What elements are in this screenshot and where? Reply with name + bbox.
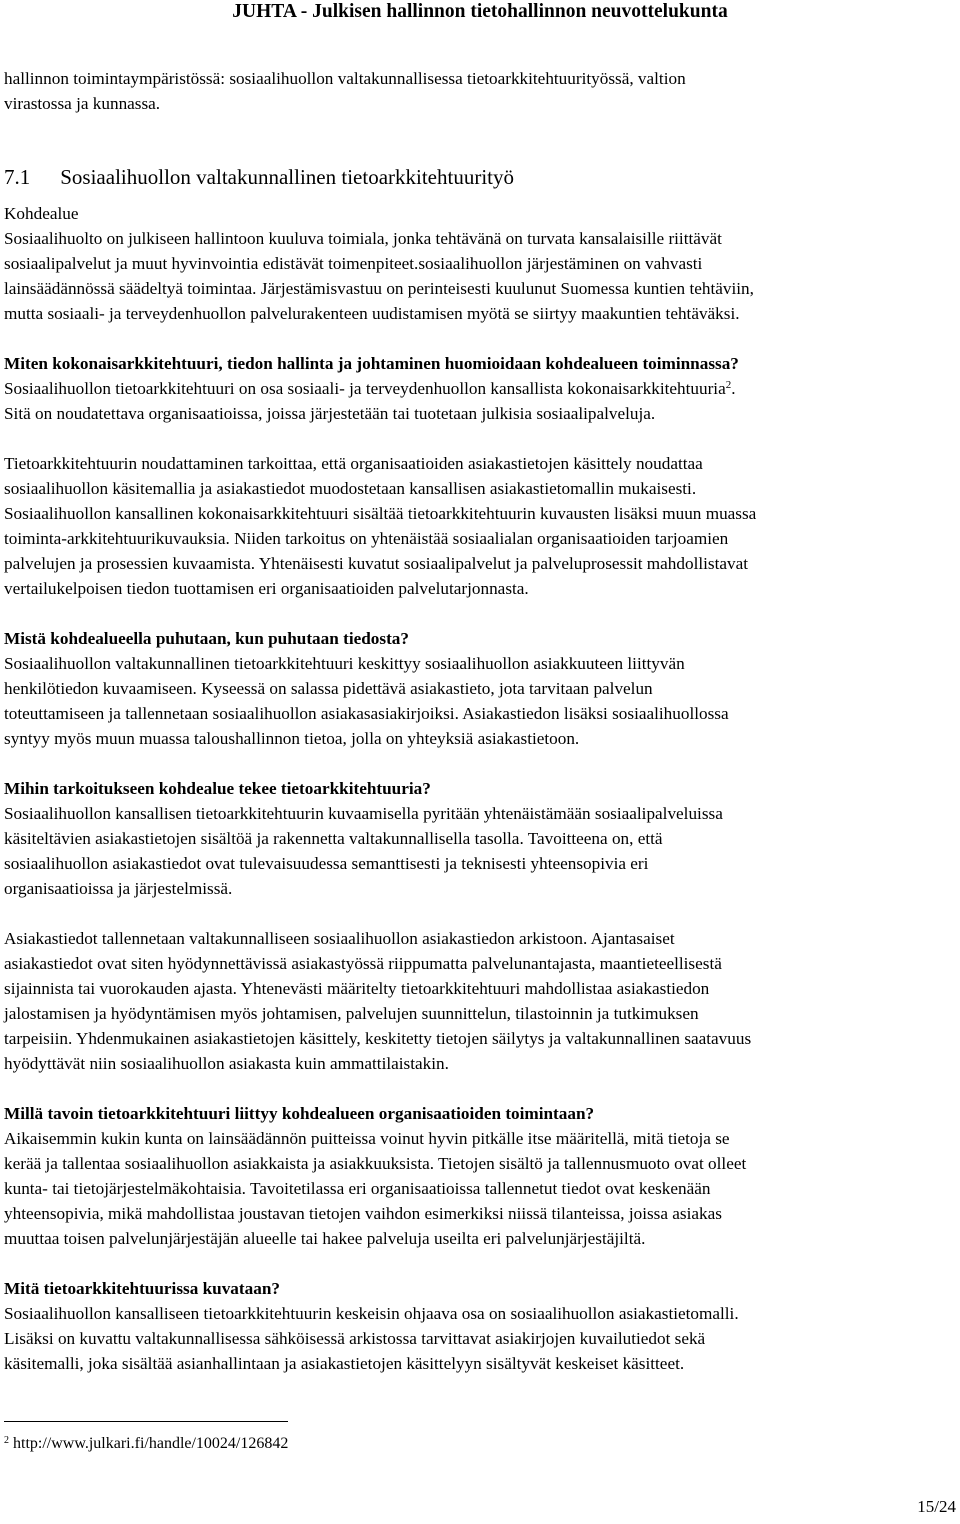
q2-line-4: syntyy myös muun muassa taloushallinnon tietoa, jolla on yhteyksiä asiakastietoon. xyxy=(4,729,580,748)
asiakastiedot-line-3: sijainnista tai vuorokauden ajasta. Yhtenevästi määritelty tietoarkkitehtuuri mahdollistaa asiakastiedon xyxy=(4,979,710,998)
footnote xyxy=(4,1434,288,1454)
kohdealue-line-4: mutta sosiaali- ja terveydenhuollon palvelurakenteen uudistamisen myötä se siirtyy maakuntien tehtäväksi. xyxy=(4,304,740,323)
tietoarkkitehtuuri-line-3: Sosiaalihuollon kansallinen kokonaisarkkitehtuuri sisältää tietoarkkitehtuurin kuvausten lisäksi muun muassa xyxy=(4,504,757,523)
kohdealue-line-1: Sosiaalihuolto on julkiseen hallintoon kuuluva toimiala, jonka tehtävänä on turvata kansalaisille riittävät xyxy=(4,229,722,248)
q1-line-1-end: . xyxy=(731,379,736,398)
footnote-reference[interactable]: 2 xyxy=(725,379,732,391)
section-number: 7.1 xyxy=(4,165,31,189)
footnote-number: 2 xyxy=(4,1435,9,1446)
q1-line-1 xyxy=(4,376,954,401)
section-title: Sosiaalihuollon valtakunnallinen tietoarkkitehtuurityö xyxy=(60,165,514,189)
kohdealue-heading: Kohdealue xyxy=(4,204,79,223)
q5-line-1: Sosiaalihuollon kansalliseen tietoarkkitehtuurin keskeisin ohjaava osa on sosiaalihuollon asiakastietomalli. xyxy=(4,1304,739,1323)
footnote-link[interactable]: http://www.julkari.fi/handle/10024/126842 xyxy=(13,1435,289,1452)
q2-line-3: toteuttamiseen ja tallennetaan sosiaalihuollon asiakasasiakirjoiksi. Asiakastiedon lisäksi sosiaalihuollossa xyxy=(4,704,729,723)
tietoarkkitehtuuri-line-2: sosiaalihuollon käsitemallia ja asiakastiedot muodostetaan kansallisen asiakastietomallin mukaisesti. xyxy=(4,479,697,498)
q4-line-2: kerää ja tallentaa sosiaalihuollon asiakkaista ja asiakkuuksista. Tietojen sisältö ja tallennusmuoto ovat olleet xyxy=(4,1154,747,1173)
section-heading xyxy=(4,163,954,191)
asiakastiedot-line-1: Asiakastiedot tallennetaan valtakunnalliseen sosiaalihuollon asiakastiedon arkistoon. Ajantasaiset xyxy=(4,929,675,948)
q1-line-1-text: Sosiaalihuollon tietoarkkitehtuuri on osa sosiaali- ja terveydenhuollon kansallista kokonaisarkkitehtuuria xyxy=(4,379,726,398)
tietoarkkitehtuuri-line-6: vertailukelpoisen tiedon tuottamisen eri organisaatioiden palvelutarjonnasta. xyxy=(4,579,529,598)
kohdealue-line-2: sosiaalipalvelut ja muut hyvinvointia edistävät toimenpiteet.sosiaalihuollon järjestäminen on vahvasti xyxy=(4,254,703,273)
question-heading-1: Miten kokonaisarkkitehtuuri, tiedon hallinta ja johtaminen huomioidaan kohdealueen toiminnassa? xyxy=(4,354,739,373)
tietoarkkitehtuuri-line-1: Tietoarkkitehtuurin noudattaminen tarkoittaa, että organisaatioiden asiakastietojen käsittely noudattaa xyxy=(4,454,703,473)
q4-line-4: yhteensopivia, mikä mahdollistaa joustavan tietojen vaihdon esimerkiksi niissä tilanteissa, joissa asiakas xyxy=(4,1204,722,1223)
q4-line-3: kunta- tai tietojärjestelmäkohtaisia. Tavoitetilassa eri organisaatioissa tallennetut tiedot ovat keskenään xyxy=(4,1179,711,1198)
asiakastiedot-line-5: tarpeisiin. Yhdenmukainen asiakastietojen käsittely, keskitetty tietojen säilytys ja valtakunnallinen saatavuus xyxy=(4,1029,752,1048)
question-heading-4: Millä tavoin tietoarkkitehtuuri liittyy kohdealueen organisaatioiden toimintaan? xyxy=(4,1104,595,1123)
page-content xyxy=(4,66,954,1376)
q5-line-2: Lisäksi on kuvattu valtakunnallisessa sähköisessä arkistossa tarvittavat asiakirjojen kuvailutiedot sekä xyxy=(4,1329,706,1348)
tietoarkkitehtuuri-line-4: toiminta-arkkitehtuurikuvauksia. Niiden tarkoitus on yhtenäistää sosiaalialan organisaatioiden tarjoamien xyxy=(4,529,729,548)
q4-line-5: muuttaa toisen palvelunjärjestäjän alueelle tai hakee palveluja useilta eri palvelunjärjestäjiltä. xyxy=(4,1229,646,1248)
q3-line-3: sosiaalihuollon asiakastiedot ovat tulevaisuudessa semanttisesti ja teknisesti yhteensopivia eri xyxy=(4,854,649,873)
q1-line-2: Sitä on noudatettava organisaatioissa, joissa järjestetään tai tuotetaan julkisia sosiaalipalveluja. xyxy=(4,404,656,423)
intro-line-1: hallinnon toimintaympäristössä: sosiaalihuollon valtakunnallisessa tietoarkkitehtuurityössä, valtion xyxy=(4,69,686,88)
q5-line-3: käsitemalli, joka sisältää asianhallintaan ja asiakastietojen käsittelyyn sisältyvät keskeiset käsitteet. xyxy=(4,1354,685,1373)
page-number: 15/24 xyxy=(917,1497,956,1516)
q3-line-4: organisaatioissa ja järjestelmissä. xyxy=(4,879,233,898)
tietoarkkitehtuuri-line-5: palvelujen ja prosessien kuvaamista. Yhtenäisesti kuvatut sosiaalipalvelut ja palveluprosessit mahdollistavat xyxy=(4,554,748,573)
q2-line-2: henkilötiedon kuvaamiseen. Kyseessä on salassa pidettävä asiakastieto, jota tarvitaan palvelun xyxy=(4,679,653,698)
page-header: JUHTA - Julkisen hallinnon tietohallinnon neuvottelukunta xyxy=(232,1,728,22)
question-heading-5: Mitä tietoarkkitehtuurissa kuvataan? xyxy=(4,1279,280,1298)
q4-line-1: Aikaisemmin kukin kunta on lainsäädännön puitteissa voinut hyvin pitkälle itse määritellä, mitä tietoja se xyxy=(4,1129,730,1148)
asiakastiedot-line-4: jalostamisen ja hyödyntämisen myös johtamisen, palvelujen suunnittelun, tilastoinnin ja tutkimuksen xyxy=(4,1004,699,1023)
question-heading-3: Mihin tarkoitukseen kohdealue tekee tietoarkkitehtuuria? xyxy=(4,779,431,798)
asiakastiedot-line-2: asiakastiedot ovat siten hyödynnettävissä asiakastyössä riippumatta palvelunantajasta, maantieteellisestä xyxy=(4,954,722,973)
footnote-divider xyxy=(4,1421,288,1422)
q3-line-2: käsiteltävien asiakastietojen sisältöä ja rakennetta valtakunnallisella tasolla. Tavoitteena on, että xyxy=(4,829,663,848)
intro-line-2: virastossa ja kunnassa. xyxy=(4,94,161,113)
question-heading-2: Mistä kohdealueella puhutaan, kun puhutaan tiedosta? xyxy=(4,629,409,648)
asiakastiedot-line-6: hyödyttävät niin sosiaalihuollon asiakasta kuin ammattilaistakin. xyxy=(4,1054,449,1073)
q3-line-1: Sosiaalihuollon kansallisen tietoarkkitehtuurin kuvaamisella pyritään yhtenäistämään sosiaalipalveluissa xyxy=(4,804,723,823)
kohdealue-line-3: lainsäädännössä säädeltyä toimintaa. Järjestämisvastuu on perinteisesti kuulunut Suomessa kuntien tehtäviin, xyxy=(4,279,754,298)
q2-line-1: Sosiaalihuollon valtakunnallinen tietoarkkitehtuuri keskittyy sosiaalihuollon asiakkuuteen liittyvän xyxy=(4,654,685,673)
